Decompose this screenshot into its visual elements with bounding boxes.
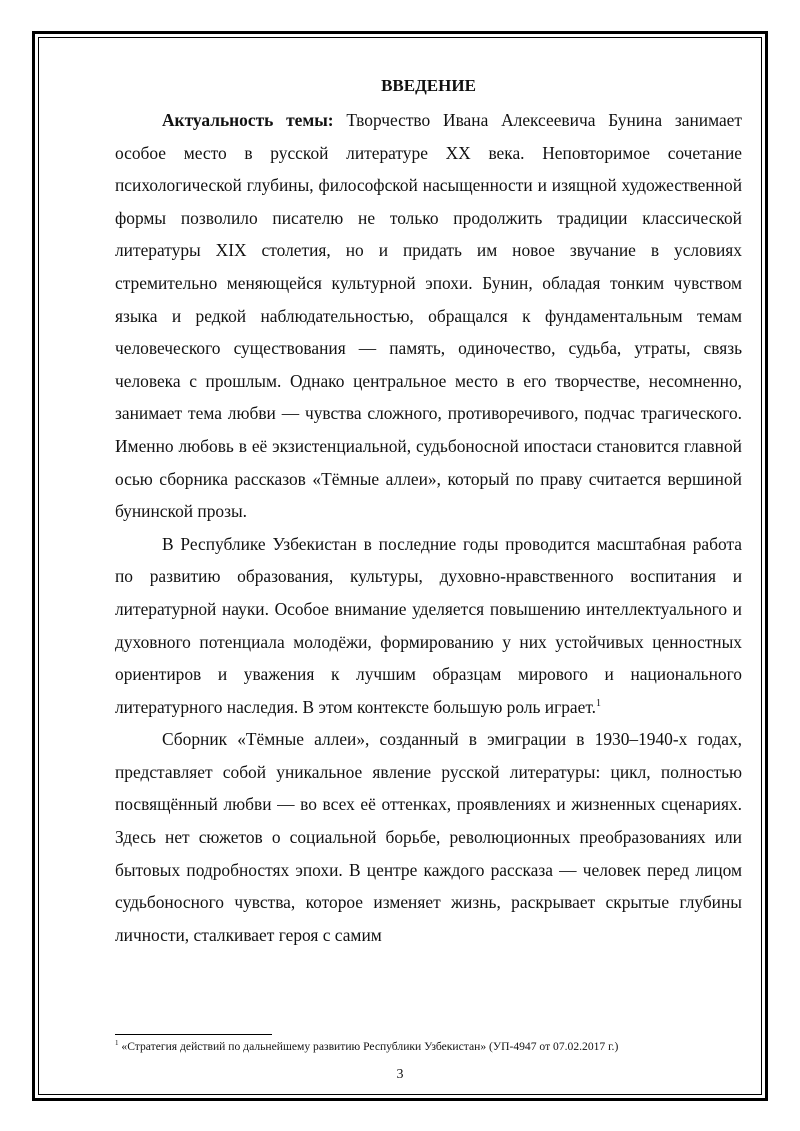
footnote-reference[interactable]: 1 — [596, 697, 601, 709]
paragraph-uzbekistan — [115, 528, 742, 724]
paragraph-collection — [115, 723, 742, 951]
paragraph-text: Сборник «Тёмные аллеи», созданный в эмиграции в 1930–1940-х годах, представляет собой уникальное явление русской литературы: цикл, полностью посвящённый любви — во всех её оттенках, проявлениях и жизненных сценариях. Здесь нет сюжетов о социальной борьбе, революционных преобразованиях или бытовых подробностях эпохи. В центре каждого рассказа — человек перед лицом судьбоносного чувства, которое изменяет жизнь, раскрывает скрытые глубины личности, сталкивает героя с самим — [115, 729, 742, 945]
section-heading: ВВЕДЕНИЕ — [381, 76, 476, 95]
footnote-text: «Стратегия действий по дальнейшему развитию Республики Узбекистан» (УП-4947 от 07.02.2017 г.) — [118, 1040, 619, 1053]
paragraph-lead: Актуальность темы: — [162, 110, 334, 130]
page-number: 3 — [396, 1067, 404, 1082]
footnote-separator — [115, 1034, 272, 1035]
document-body — [115, 72, 742, 951]
paragraph-relevance — [115, 104, 742, 528]
paragraph-text: Творчество Ивана Алексеевича Бунина занимает особое место в русской литературе XX века. Неповторимое сочетание психологической глубины, философской насыщенности и изящной художественной формы позволило писателю не только продолжить традиции классической литературы XIX столетия, но и придать им новое звучание в условиях стремительно меняющейся культурной эпохи. Бунин, обладая тонким чувством языка и редкой наблюдательностью, обращался к фундаментальным темам человеческого существования — память, одиночество, судьба, утраты, связь человека с прошлым. Однако центральное место в его творчестве, несомненно, занимает тема любви — чувства сложного, противоречивого, подчас трагического. Именно любовь в её экзистенциальной, судьбоносной ипостаси становится главной осью сборника рассказов «Тёмные аллеи», который по праву считается вершиной бунинской прозы. — [115, 110, 743, 522]
footnote-marker: 1 — [115, 1039, 119, 1048]
paragraph-text: В Республике Узбекистан в последние годы проводится масштабная работа по развитию образования, культуры, духовно-нравственного воспитания и литературной науки. Особое внимание уделяется повышению интеллектуального и духовного потенциала молодёжи, формированию у них устойчивых ценностных ориентиров и уважения к лучшим образцам мирового и национального литературного наследия. В этом контексте большую роль играет. — [115, 533, 742, 717]
footnote — [115, 1039, 742, 1055]
